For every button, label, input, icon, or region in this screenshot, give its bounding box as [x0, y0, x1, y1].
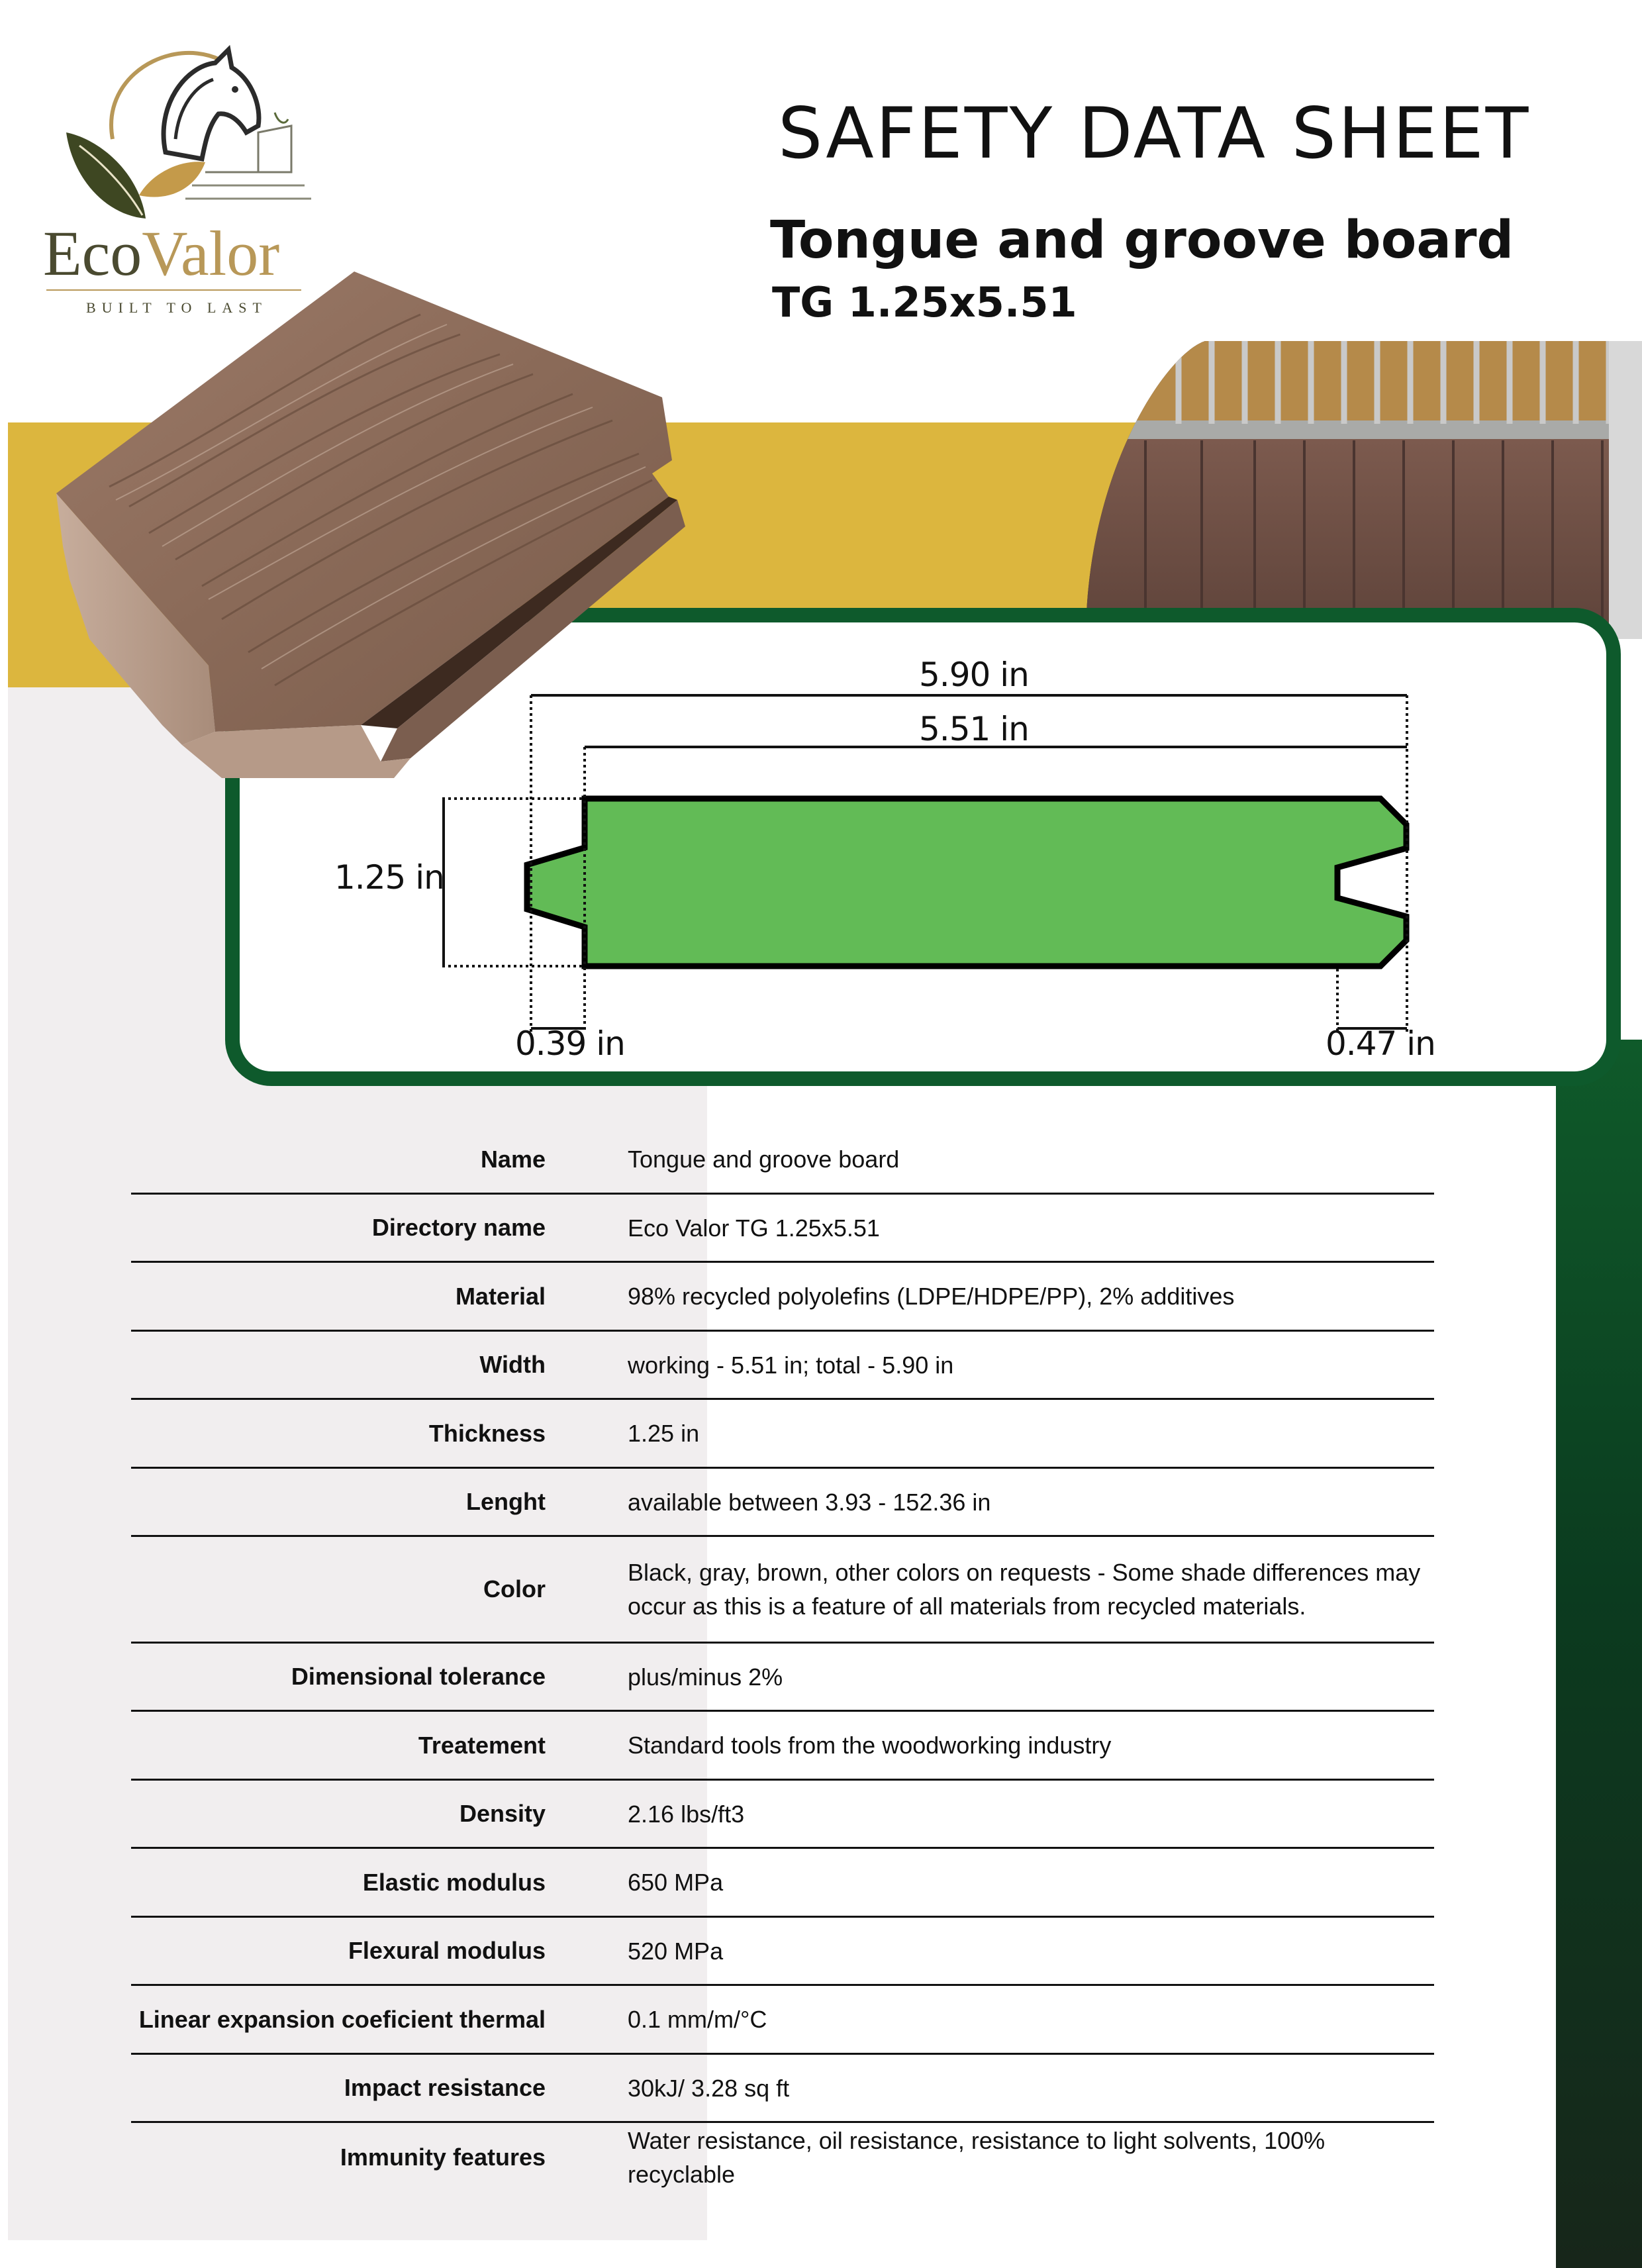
- board-profile-shape: [527, 799, 1406, 966]
- spec-value: 2.16 lbs/ft3: [628, 1800, 745, 1828]
- document-title: SAFETY DATA SHEET: [778, 93, 1531, 174]
- thickness-label: 1.25 in: [334, 858, 444, 897]
- spec-value: 520 MPa: [628, 1937, 724, 1965]
- spec-label: Density: [459, 1800, 546, 1827]
- spec-row: [131, 2123, 1434, 2192]
- spec-row: [131, 1849, 1434, 1918]
- spec-row: [131, 1986, 1434, 2055]
- spec-label: Name: [480, 1145, 546, 1173]
- spec-value: plus/minus 2%: [628, 1663, 783, 1691]
- spec-label: Treatement: [418, 1731, 546, 1759]
- spec-row: [131, 2055, 1434, 2123]
- spec-label: Lenght: [466, 1488, 546, 1515]
- spec-label: Immunity features: [340, 2144, 546, 2171]
- spec-value: 650 MPa: [628, 1869, 724, 1896]
- spec-row: [131, 1469, 1434, 1537]
- brand-name: EcoValor: [43, 218, 280, 289]
- spec-label: Flexural modulus: [348, 1937, 546, 1964]
- spec-row: [131, 1400, 1434, 1469]
- tongue-depth-label: 0.39 in: [515, 1024, 625, 1063]
- spec-label: Linear expansion coeficient thermal: [138, 2005, 546, 2033]
- spec-value: working - 5.51 in; total - 5.90 in: [628, 1351, 954, 1379]
- green-side-band: [1556, 1040, 1642, 2268]
- product-title: Tongue and groove board: [770, 211, 1514, 270]
- spec-row: [131, 1537, 1434, 1644]
- spec-value: 98% recycled polyolefins (LDPE/HDPE/PP), 2% additives: [628, 1283, 1235, 1310]
- spec-value: 30kJ/ 3.28 sq ft: [628, 2074, 790, 2102]
- spec-label: Thickness: [428, 1419, 546, 1447]
- spec-row: [131, 1918, 1434, 1986]
- total-width-label: 5.90 in: [919, 656, 1029, 694]
- spec-row: [131, 1263, 1434, 1332]
- spec-label: Color: [483, 1575, 546, 1602]
- brand-tagline: BUILT TO LAST: [86, 299, 267, 316]
- spec-row: [131, 1781, 1434, 1849]
- board-sample-photo: [50, 268, 732, 781]
- spec-value: 0.1 mm/m/°C: [628, 2006, 767, 2033]
- spec-value: available between 3.93 - 152.36 in: [628, 1488, 991, 1516]
- spec-row: [131, 1126, 1434, 1195]
- spec-table: [131, 1126, 1434, 2192]
- spec-label: Dimensional tolerance: [291, 1663, 546, 1690]
- spec-value: Standard tools from the woodworking industry: [628, 1732, 1112, 1759]
- spec-label: Width: [479, 1351, 546, 1378]
- spec-row: [131, 1332, 1434, 1400]
- spec-value: 1.25 in: [628, 1420, 700, 1447]
- spec-row: [131, 1195, 1434, 1263]
- spec-value: Black, gray, brown, other colors on requests - Some shade differences may occur as this is a feature of all materials from recycled materials.: [628, 1559, 1421, 1620]
- groove-depth-label: 0.47 in: [1326, 1024, 1435, 1063]
- spec-row: [131, 1712, 1434, 1781]
- working-width-label: 5.51 in: [919, 710, 1029, 748]
- spec-value: Water resistance, oil resistance, resistance to light solvents, 100% recyclable: [628, 2127, 1326, 2188]
- product-code: TG 1.25x5.51: [772, 278, 1077, 326]
- spec-value: Eco Valor TG 1.25x5.51: [628, 1214, 880, 1242]
- spec-label: Impact resistance: [344, 2074, 546, 2101]
- spec-row: [131, 1644, 1434, 1712]
- spec-label: Material: [455, 1282, 546, 1310]
- horse-stall-photo: [1086, 341, 1642, 639]
- spec-label: Directory name: [371, 1214, 546, 1241]
- spec-value: Tongue and groove board: [628, 1146, 900, 1173]
- spec-label: Elastic modulus: [362, 1868, 546, 1896]
